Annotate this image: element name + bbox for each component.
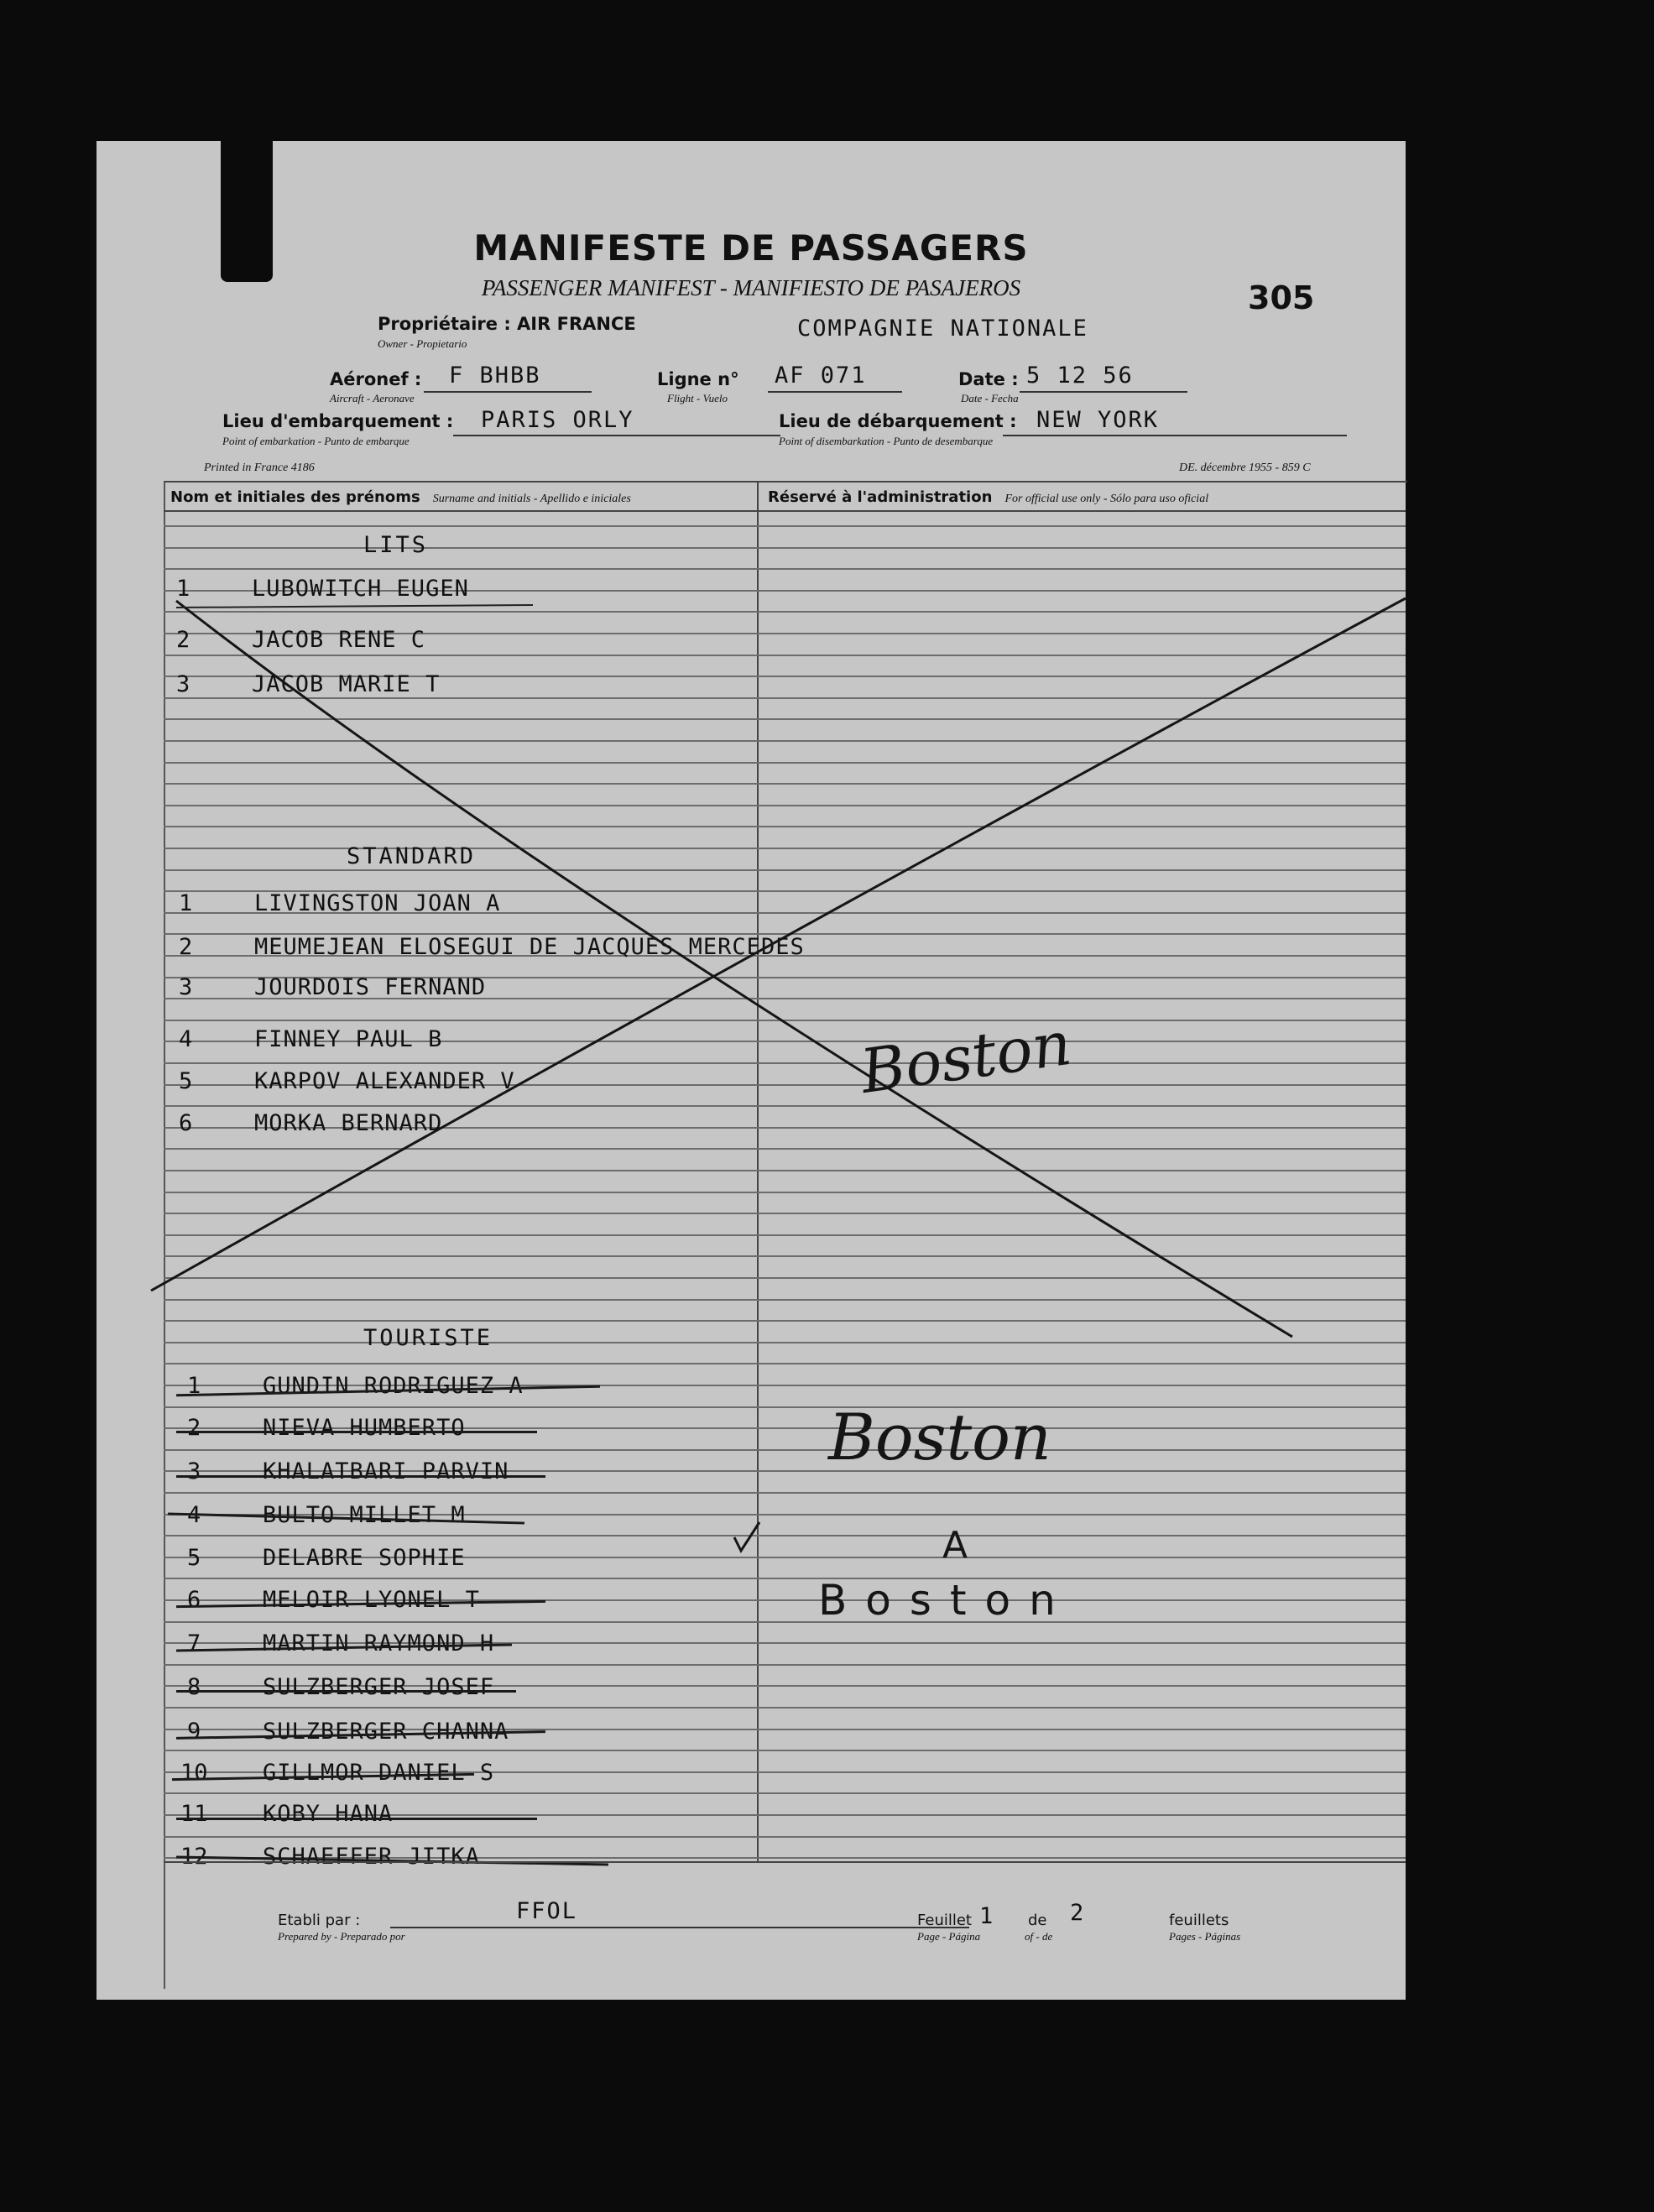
row-number: 8 [187, 1674, 201, 1700]
passenger-name: KOBY HANA [263, 1801, 394, 1827]
printed-note: Printed in France 4186 [204, 462, 315, 474]
aircraft-label-translation: Aircraft - Aeronave [330, 392, 415, 404]
passenger-name: LUBOWITCH EUGEN [252, 576, 469, 602]
passenger-name: FINNEY PAUL B [254, 1026, 443, 1052]
sheets-label: feuillets [1169, 1912, 1229, 1929]
cross-stroke-2 [151, 598, 1406, 1291]
handwritten-a: A [942, 1524, 968, 1567]
total-value: 2 [1070, 1900, 1086, 1926]
date-label: Date : [958, 369, 1019, 389]
flight-label-translation: Flight - Vuelo [667, 392, 728, 404]
passenger-name: JACOB MARIE T [252, 671, 441, 697]
large-cross-mark [97, 141, 1406, 2000]
passenger-name: JACOB RENE C [252, 627, 426, 653]
owner-typed: COMPAGNIE NATIONALE [797, 316, 1088, 342]
owner-label: Propriétaire : AIR FRANCE [378, 314, 636, 334]
passenger-name: LIVINGSTON JOAN A [254, 890, 501, 916]
passenger-name: MELOIR LYONEL T [263, 1587, 480, 1613]
section-title-standard: STANDARD [347, 843, 477, 869]
row-number: 6 [179, 1110, 193, 1136]
date-label-translation: Date - Fecha [961, 392, 1019, 404]
passenger-name: MEUMEJEAN ELOSEGUI DE JACQUES MERCEDES [254, 934, 805, 960]
disembark-value: NEW YORK [1036, 407, 1160, 433]
passenger-name: MARTIN RAYMOND H [263, 1630, 495, 1656]
passenger-name: NIEVA HUMBERTO [263, 1415, 466, 1441]
page-subtitle: PASSENGER MANIFEST - MANIFIESTO DE PASAJEROS [481, 275, 1021, 300]
column-header-names: Nom et initiales des prénoms Surname and initials - Apellido e iniciales [170, 488, 631, 506]
passenger-name: GUNDIN RODRIGUEZ A [263, 1373, 524, 1399]
date-value: 5 12 56 [1026, 363, 1134, 389]
row-number: 7 [187, 1630, 201, 1656]
aircraft-label: Aéronef : [330, 369, 422, 389]
row-number: 11 [180, 1801, 208, 1827]
passenger-name: SULZBERGER JOSEF [263, 1674, 495, 1700]
row-number: 12 [180, 1844, 208, 1870]
row-number: 6 [187, 1587, 201, 1613]
row-number: 5 [179, 1068, 193, 1094]
sheet-value: 1 [979, 1903, 995, 1929]
prepared-value: FFOL [516, 1898, 578, 1924]
footer-rule [164, 1861, 1406, 1863]
handwritten-boston-3: Boston [818, 1576, 1074, 1625]
form-reference: DE. décembre 1955 - 859 C [1179, 462, 1311, 474]
passenger-name: GILLMOR DANIEL S [263, 1760, 495, 1786]
sheet-label: Feuillet [917, 1912, 972, 1929]
manifest-page [97, 141, 1406, 2000]
row-number: 4 [187, 1502, 201, 1528]
passenger-name: MORKA BERNARD [254, 1110, 443, 1136]
handwritten-boston-1: Boston [856, 1007, 1076, 1108]
embark-label-translation: Point of embarkation - Punto de embarque [222, 435, 410, 447]
passenger-name: JOURDOIS FERNAND [254, 974, 487, 1000]
row-number: 4 [179, 1026, 193, 1052]
flight-value: AF 071 [775, 363, 867, 389]
row-number: 5 [187, 1545, 201, 1571]
passenger-name: SCHAEFFER JITKA [263, 1844, 480, 1870]
row-number: 2 [179, 934, 193, 960]
section-title-touriste: TOURISTE [363, 1325, 493, 1351]
row-number: 3 [176, 671, 190, 697]
row-number: 1 [176, 576, 190, 602]
prepared-translation: Prepared by - Preparado por [278, 1930, 405, 1943]
row-number: 2 [187, 1415, 201, 1441]
sheet-translation: Page - Página [917, 1930, 981, 1943]
owner-value: AIR FRANCE [517, 314, 636, 334]
page-stamp: 305 [1248, 279, 1315, 316]
row-number: 1 [187, 1373, 201, 1399]
disembark-label-translation: Point of disembarkation - Punto de desembarque [779, 435, 994, 447]
of-translation: of - de [1025, 1930, 1053, 1943]
passenger-name: BULTO MILLET M [263, 1502, 466, 1528]
cross-stroke-1 [176, 601, 1292, 1337]
aircraft-value: F BHBB [449, 363, 541, 389]
passenger-name: DELABRE SOPHIE [263, 1545, 466, 1571]
row-number: 9 [187, 1719, 201, 1745]
of-label: de [1028, 1912, 1047, 1929]
row-number: 2 [176, 627, 190, 653]
strike-lits-1 [176, 605, 533, 608]
page-title: MANIFESTE DE PASSAGERS [473, 227, 1029, 269]
prepared-label: Etabli par : [278, 1912, 361, 1929]
row-number: 3 [187, 1458, 201, 1484]
column-header-admin: Réservé à l'administration For official use only - Sólo para uso oficial [768, 488, 1209, 506]
handwritten-boston-2: Boston [828, 1400, 1051, 1474]
passenger-name: SULZBERGER CHANNA [263, 1719, 509, 1745]
passenger-name: KARPOV ALEXANDER V [254, 1068, 515, 1094]
flight-label: Ligne n° [657, 369, 739, 389]
disembark-label: Lieu de débarquement : [779, 411, 1017, 431]
row-number: 3 [179, 974, 193, 1000]
passenger-name: KHALATBARI PARVIN [263, 1458, 509, 1484]
embark-label: Lieu d'embarquement : [222, 411, 454, 431]
section-title-lits: LITS [363, 532, 429, 558]
owner-label-translation: Owner - Propietario [378, 337, 467, 350]
embark-value: PARIS ORLY [481, 407, 634, 433]
sheets-translation: Pages - Páginas [1169, 1930, 1241, 1943]
row-number: 1 [179, 890, 193, 916]
row-number: 10 [180, 1760, 208, 1786]
prepared-underline [390, 1927, 969, 1928]
